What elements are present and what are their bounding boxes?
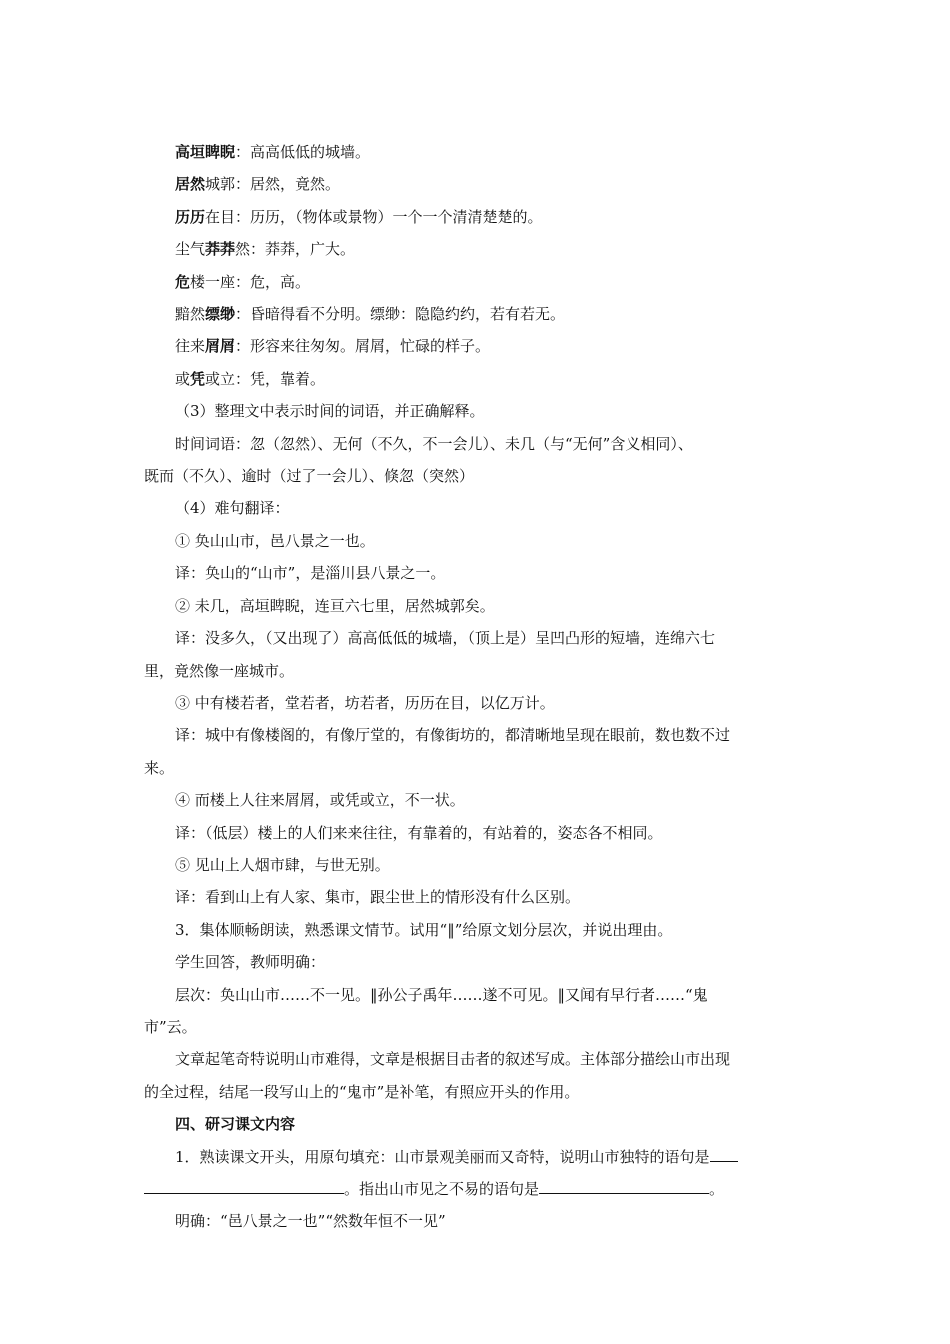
sentence-2: ② 未几，高垣睥睨，连亘六七里，居然城郭矣。 — [175, 596, 495, 615]
question-1-end: 。 — [709, 1180, 725, 1198]
time-words-line: 时间词语：忽（忽然）、无何（不久，不一会儿）、未几（与“无何”含义相同）、 — [175, 434, 693, 453]
vocab-item — [144, 330, 808, 362]
layers-line-cont: 市”云。 — [144, 1017, 197, 1036]
section-4-title: （4）难句翻译： — [175, 499, 290, 518]
vocab-item — [144, 136, 808, 168]
vocab-term: 莽莽 — [205, 240, 236, 259]
answer-blank — [539, 1177, 709, 1194]
vocab-definition: ：形容来往匆匆。屑屑，忙碌的样子。 — [235, 337, 491, 356]
vocab-item — [144, 266, 808, 298]
item-3: 3．集体顺畅朗读，熟悉课文情节。试用“‖”给原文划分层次，并说出理由。 — [175, 920, 673, 939]
answer-blank — [144, 1177, 344, 1194]
translation-3-cont: 来。 — [144, 758, 175, 777]
vocab-definition: 或立：凭，靠着。 — [205, 369, 326, 388]
translation-4: 译：（低层）楼上的人们来来往往，有靠着的，有站着的，姿态各不相同。 — [175, 823, 663, 842]
vocab-prefix: 黯然 — [175, 305, 206, 324]
sentence-5: ⑤ 见山上人烟市肆，与世无别。 — [175, 855, 390, 874]
section-heading-4 — [144, 1108, 808, 1140]
question-1-text: 1．熟读课文开头，用原句填充：山市景观美丽而又奇特，说明山市独特的语句是 — [175, 1147, 710, 1166]
document-body — [144, 136, 808, 1238]
translation-3: 译：城中有像楼阁的，有像厅堂的，有像街坊的，都清晰地呈现在眼前，数也数不过 — [175, 726, 731, 745]
vocab-term: 历历 — [175, 207, 206, 226]
vocab-term: 高垣睥睨 — [175, 143, 236, 161]
sentence-4: ④ 而楼上人往来屑屑，或凭或立，不一状。 — [175, 791, 465, 810]
answer-intro: 学生回答，教师明确： — [175, 953, 326, 972]
vocab-item — [144, 363, 808, 395]
vocab-definition: ：昏暗得看不分明。缥缈：隐隐约约，若有若无。 — [235, 305, 566, 324]
vocab-item — [144, 298, 808, 330]
vocab-prefix: 往来 — [175, 337, 206, 356]
layers-line: 层次：奂山山市……不一见。‖孙公子禹年……遂不可见。‖又闻有早行者……“鬼 — [175, 985, 708, 1004]
clarify-line: 明确：“邑八景之一也”“然数年恒不一见” — [175, 1212, 446, 1231]
answer-blank — [710, 1145, 738, 1162]
vocab-item — [144, 233, 808, 265]
vocab-term: 凭 — [190, 369, 206, 388]
vocab-term: 屑屑 — [205, 337, 236, 356]
vocab-definition: 在目：历历，（物体或景物）一个一个清清楚楚的。 — [205, 207, 543, 226]
time-words-line: 既而（不久）、逾时（过了一会儿）、倏忽（突然） — [144, 467, 475, 486]
vocab-term: 居然 — [175, 175, 206, 194]
translation-5: 译：看到山上有人家、集市，跟尘世上的情形没有什么区别。 — [175, 888, 581, 907]
question-1-cont — [144, 1173, 808, 1205]
translation-2-cont: 里，竟然像一座城市。 — [144, 661, 295, 680]
vocab-definition: 城郭：居然，竟然。 — [205, 175, 341, 194]
vocab-term: 危 — [175, 272, 191, 291]
sentence-1: ① 奂山山市，邑八景之一也。 — [175, 531, 375, 550]
vocab-prefix: 或 — [175, 369, 191, 388]
translation-2: 译：没多久，（又出现了）高高低低的城墙，（顶上是）呈凹凸形的短墙，连绵六七 — [175, 629, 716, 648]
section-3-title: （3）整理文中表示时间的词语，并正确解释。 — [175, 402, 485, 421]
summary-line: 文章起笔奇特说明山市难得，文章是根据目击者的叙述写成。主体部分描绘山市出现 — [175, 1050, 731, 1069]
vocab-definition: ：高高低低的城墙。 — [235, 143, 371, 161]
vocab-item — [144, 168, 808, 200]
sentence-3: ③ 中有楼若者，堂若者，坊若者，历历在目，以亿万计。 — [175, 693, 555, 712]
vocab-definition: 然：莽莽，广大。 — [235, 240, 356, 259]
vocab-item — [144, 201, 808, 233]
heading-text: 四、研习课文内容 — [175, 1115, 296, 1134]
summary-line-cont: 的全过程，结尾一段写山上的“鬼市”是补笔，有照应开头的作用。 — [144, 1082, 580, 1101]
question-1 — [144, 1141, 808, 1173]
vocab-prefix: 尘气 — [175, 240, 206, 259]
vocab-term: 缥缈 — [205, 305, 236, 324]
question-1-text-cont: 。指出山市见之不易的语句是 — [344, 1180, 540, 1198]
vocab-definition: 楼一座：危，高。 — [190, 272, 311, 291]
translation-1: 译：奂山的“山市”，是淄川县八景之一。 — [175, 564, 446, 583]
